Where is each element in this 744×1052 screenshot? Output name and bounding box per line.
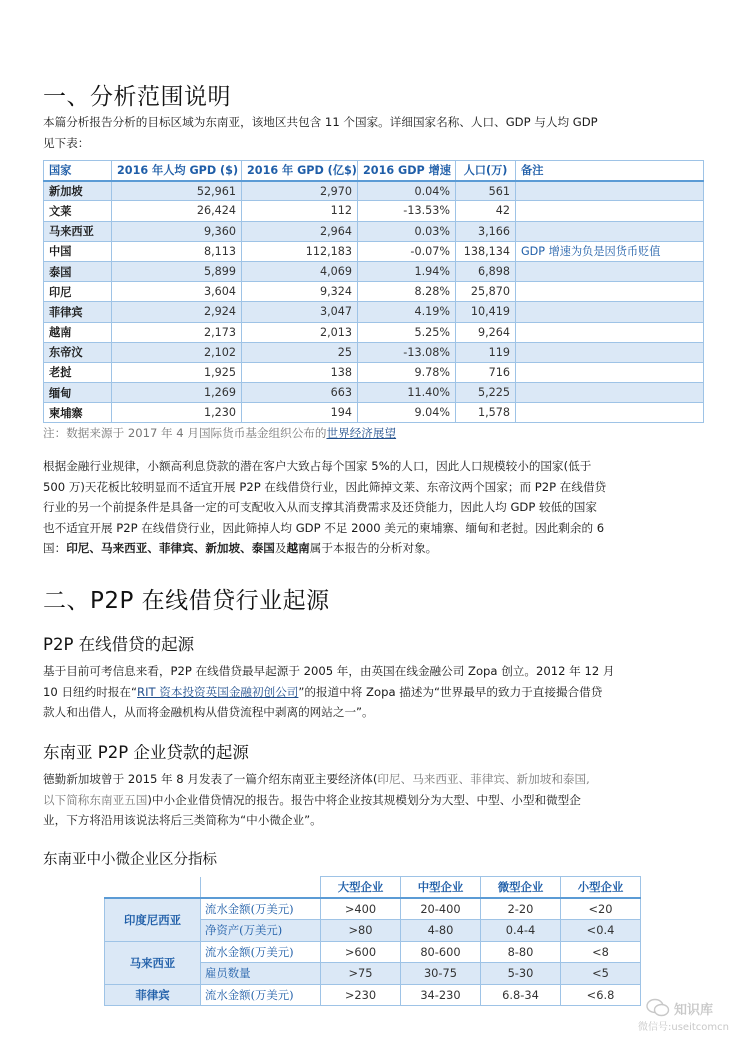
- gdp-cell: 9,324: [242, 282, 358, 302]
- sme-metric: 流水金额(万美元): [201, 941, 321, 963]
- watermark: [638, 996, 738, 1036]
- header-country: 国家: [44, 161, 112, 181]
- sme-value: <6.8: [561, 984, 641, 1006]
- country-row: [44, 302, 704, 322]
- population-cell: 716: [456, 362, 516, 382]
- sme-value: 8-80: [481, 941, 561, 963]
- gdp-cell: 3,047: [242, 302, 358, 322]
- country-row: [44, 362, 704, 382]
- gdp-growth-cell: 1.94%: [358, 261, 456, 281]
- sme-header-micro: 微型企业: [481, 877, 561, 899]
- sme-value: 2-20: [481, 898, 561, 920]
- gdp-growth-cell: 0.04%: [358, 181, 456, 201]
- country-name: 文莱: [44, 201, 112, 221]
- gdp-growth-cell: 4.19%: [358, 302, 456, 322]
- gdp-per-capita-cell: 1,925: [112, 362, 242, 382]
- gdp-cell: 112: [242, 201, 358, 221]
- wechat-icon: [646, 998, 670, 1018]
- sea-origin-line-2: [43, 790, 713, 811]
- intro-line-1: 本篇分析报告分析的目标区域为东南亚，该地区共包含 11 个国家。详细国家名称、人口、GDP 与人均 GDP: [43, 115, 598, 129]
- sme-value: 20-400: [401, 898, 481, 920]
- footnote-link[interactable]: 世界经济展望: [326, 426, 397, 440]
- gdp-per-capita-cell: 2,173: [112, 322, 242, 342]
- note-cell: [516, 261, 704, 281]
- country-table: [43, 160, 704, 423]
- country-name: 印尼: [44, 282, 112, 302]
- note-cell: [516, 282, 704, 302]
- analysis-line-2: 500 万)天花板比较明显而不适宜开展 P2P 在线借贷行业，因此筛掉文莱、东帝汶两个国家；而 P2P 在线借贷: [43, 479, 607, 494]
- section2-heading: 二、P2P 在线借贷行业起源: [43, 588, 330, 614]
- country-row: [44, 322, 704, 342]
- sme-value: 80-600: [401, 941, 481, 963]
- analysis-line-5: [43, 538, 713, 559]
- population-cell: 119: [456, 342, 516, 362]
- population-cell: 561: [456, 181, 516, 201]
- sme-header-small: 小型企业: [561, 877, 641, 899]
- nyt-suffix: ”的报道中将 Zopa 描述为“世界最早的致力于直接撮合借贷: [298, 684, 603, 699]
- gdp-per-capita-cell: 52,961: [112, 181, 242, 201]
- gdp-growth-cell: -13.53%: [358, 201, 456, 221]
- gdp-growth-cell: 11.40%: [358, 383, 456, 403]
- sme-table-header: [105, 877, 641, 899]
- sme-header-blank: [105, 877, 201, 899]
- analysis-suffix: 属于本报告的分析对象。: [309, 541, 438, 555]
- p2p-origin-line-3: 款人和出借人，从而将金融机构从借贷流程中剥离的网站之一”。: [43, 705, 374, 719]
- country-name: 马来西亚: [44, 221, 112, 241]
- population-cell: 3,166: [456, 221, 516, 241]
- sme-value: <20: [561, 898, 641, 920]
- watermark-sub: 微信号:useitcomcn: [638, 1022, 729, 1033]
- country-row: [44, 221, 704, 241]
- gdp-cell: 2,013: [242, 322, 358, 342]
- note-cell: GDP 增速为负是因货币贬值: [516, 241, 704, 261]
- country-table-header: [44, 161, 704, 181]
- gdp-per-capita-cell: 8,113: [112, 241, 242, 261]
- country-row: [44, 403, 704, 423]
- sme-value: >400: [321, 898, 401, 920]
- note-cell: [516, 342, 704, 362]
- gdp-cell: 25: [242, 342, 358, 362]
- section1-heading: 一、分析范围说明: [43, 84, 231, 110]
- gdp-per-capita-cell: 3,604: [112, 282, 242, 302]
- gdp-cell: 2,970: [242, 181, 358, 201]
- gdp-growth-cell: -13.08%: [358, 342, 456, 362]
- header-gdp-per-capita: 2016 年人均 GPD ($): [112, 161, 242, 181]
- population-cell: 25,870: [456, 282, 516, 302]
- sme-value: <5: [561, 963, 641, 985]
- sme-value: 4-80: [401, 920, 481, 942]
- sme-country: 马来西亚: [105, 941, 201, 984]
- analysis-prefix: 国：: [43, 541, 67, 555]
- gdp-per-capita-cell: 2,102: [112, 342, 242, 362]
- sme-table: [104, 876, 641, 1006]
- gdp-cell: 663: [242, 383, 358, 403]
- analysis-vietnam: 越南: [286, 541, 310, 555]
- gdp-cell: 4,069: [242, 261, 358, 281]
- gdp-per-capita-cell: 26,424: [112, 201, 242, 221]
- gdp-cell: 194: [242, 403, 358, 423]
- gdp-growth-cell: 5.25%: [358, 322, 456, 342]
- country-name: 泰国: [44, 261, 112, 281]
- note-cell: [516, 403, 704, 423]
- sme-value: 30-75: [401, 963, 481, 985]
- note-cell: [516, 383, 704, 403]
- deloitte-suffix: )中小企业借贷情况的报告。报告中将企业按其规模划分为大型、中型、小型和微型企: [147, 792, 581, 807]
- sme-metric: 净资产(万美元): [201, 920, 321, 942]
- gdp-per-capita-cell: 5,899: [112, 261, 242, 281]
- sme-header-large: 大型企业: [321, 877, 401, 899]
- watermark-brand: 知识库: [674, 1003, 714, 1018]
- gdp-cell: 2,964: [242, 221, 358, 241]
- note-cell: [516, 302, 704, 322]
- gdp-per-capita-cell: 1,269: [112, 383, 242, 403]
- section1-intro: [43, 112, 713, 153]
- country-row: [44, 261, 704, 281]
- country-name: 柬埔寨: [44, 403, 112, 423]
- sme-value: <8: [561, 941, 641, 963]
- p2p-origin-line-1: 基于目前可考信息来看，P2P 在线借贷最早起源于 2005 年，由英国在线金融公司 Zopa 创立。2012 年 12 月: [43, 664, 615, 678]
- gdp-per-capita-cell: 9,360: [112, 221, 242, 241]
- header-population: 人口(万): [456, 161, 516, 181]
- p2p-origin-paragraph: [43, 661, 713, 723]
- sme-row: [105, 898, 641, 920]
- country-name: 越南: [44, 322, 112, 342]
- sme-value: >600: [321, 941, 401, 963]
- population-cell: 5,225: [456, 383, 516, 403]
- analysis-paragraph: [43, 456, 713, 559]
- note-cell: [516, 201, 704, 221]
- table-footnote: [43, 425, 396, 441]
- gdp-per-capita-cell: 1,230: [112, 403, 242, 423]
- footnote-text: 注：数据来源于 2017 年 4 月国际货币基金组织公布的: [43, 426, 327, 440]
- sme-metric: 流水金额(万美元): [201, 898, 321, 920]
- header-gdp: 2016 年 GPD (亿$): [242, 161, 358, 181]
- analysis-line-4: 也不适宜开展 P2P 在线借贷行业，因此筛掉人均 GDP 不足 2000 美元的柬埔寨、缅甸和老挝。因此剩余的 6: [43, 520, 605, 535]
- country-name: 菲律宾: [44, 302, 112, 322]
- population-cell: 10,419: [456, 302, 516, 322]
- country-name: 缅甸: [44, 383, 112, 403]
- sme-country: 菲律宾: [105, 984, 201, 1006]
- sme-header-medium: 中型企业: [401, 877, 481, 899]
- sea-origin-line-3: 业，下方将沿用该说法将后三类简称为“中小微企业”。: [43, 813, 322, 827]
- note-cell: [516, 362, 704, 382]
- header-note: 备注: [516, 161, 704, 181]
- country-row: [44, 201, 704, 221]
- sme-metric: 雇员数量: [201, 963, 321, 985]
- country-row: [44, 342, 704, 362]
- country-name: 老挝: [44, 362, 112, 382]
- intro-line-2: 见下表：: [43, 135, 90, 150]
- sme-value: >230: [321, 984, 401, 1006]
- population-cell: 138,134: [456, 241, 516, 261]
- country-name: 东帝汶: [44, 342, 112, 362]
- gdp-growth-cell: 9.04%: [358, 403, 456, 423]
- country-name: 新加坡: [44, 181, 112, 201]
- gdp-cell: 112,183: [242, 241, 358, 261]
- sme-value: >75: [321, 963, 401, 985]
- sme-row: [105, 941, 641, 963]
- population-cell: 1,578: [456, 403, 516, 423]
- population-cell: 42: [456, 201, 516, 221]
- p2p-origin-line-2: [43, 682, 713, 703]
- five-countries-list: 印尼、马来西亚、菲律宾、新加坡和泰国,: [377, 772, 590, 786]
- note-cell: [516, 322, 704, 342]
- sea-origin-paragraph: [43, 769, 713, 831]
- gdp-cell: 138: [242, 362, 358, 382]
- sme-value: 0.4-4: [481, 920, 561, 942]
- population-cell: 6,898: [456, 261, 516, 281]
- nyt-prefix: 10 日纽约时报在“: [43, 684, 138, 699]
- note-cell: [516, 181, 704, 201]
- rit-article-link[interactable]: RIT 资本投资英国金融初创公司: [137, 684, 299, 699]
- sme-value: 5-30: [481, 963, 561, 985]
- subheading-sea-origin: 东南亚 P2P 企业贷款的起源: [43, 743, 249, 762]
- sme-row: [105, 984, 641, 1006]
- note-cell: [516, 221, 704, 241]
- gdp-growth-cell: 9.78%: [358, 362, 456, 382]
- sme-value: 6.8-34: [481, 984, 561, 1006]
- sme-country: 印度尼西亚: [105, 898, 201, 941]
- analysis-line-3: 行业的另一个前提条件是具备一定的可支配收入从而支撑其消费需求及还贷能力，因此人均 GDP 较低的国家: [43, 500, 597, 514]
- country-row: [44, 282, 704, 302]
- analysis-line-1: 根据金融行业规律，小额高利息贷款的潜在客户大致占每个国家 5%的人口，因此人口规模较小的国家(低于: [43, 459, 592, 473]
- sme-value: 34-230: [401, 984, 481, 1006]
- sme-value: <0.4: [561, 920, 641, 942]
- country-row: [44, 181, 704, 201]
- gdp-growth-cell: -0.07%: [358, 241, 456, 261]
- five-countries-abbrev: 以下简称东南亚五国: [43, 792, 148, 807]
- country-name: 中国: [44, 241, 112, 261]
- country-row: [44, 383, 704, 403]
- sme-metric: 流水金额(万美元): [201, 984, 321, 1006]
- sea-origin-line-1: [43, 769, 713, 790]
- deloitte-prefix: 德勤新加坡曾于 2015 年 8 月发表了一篇介绍东南亚主要经济体(: [43, 772, 378, 786]
- gdp-per-capita-cell: 2,924: [112, 302, 242, 322]
- subheading-p2p-origin: P2P 在线借贷的起源: [43, 635, 195, 654]
- sme-value: >80: [321, 920, 401, 942]
- sme-table-title: 东南亚中小微企业区分指标: [43, 852, 217, 868]
- analysis-countries: 印尼、马来西亚、菲律宾、新加坡、泰国: [66, 541, 275, 555]
- country-row: [44, 241, 704, 261]
- gdp-growth-cell: 8.28%: [358, 282, 456, 302]
- population-cell: 9,264: [456, 322, 516, 342]
- sme-header-blank-2: [201, 877, 321, 899]
- header-gdp-growth: 2016 GDP 增速: [358, 161, 456, 181]
- analysis-and: 及: [274, 541, 287, 555]
- gdp-growth-cell: 0.03%: [358, 221, 456, 241]
